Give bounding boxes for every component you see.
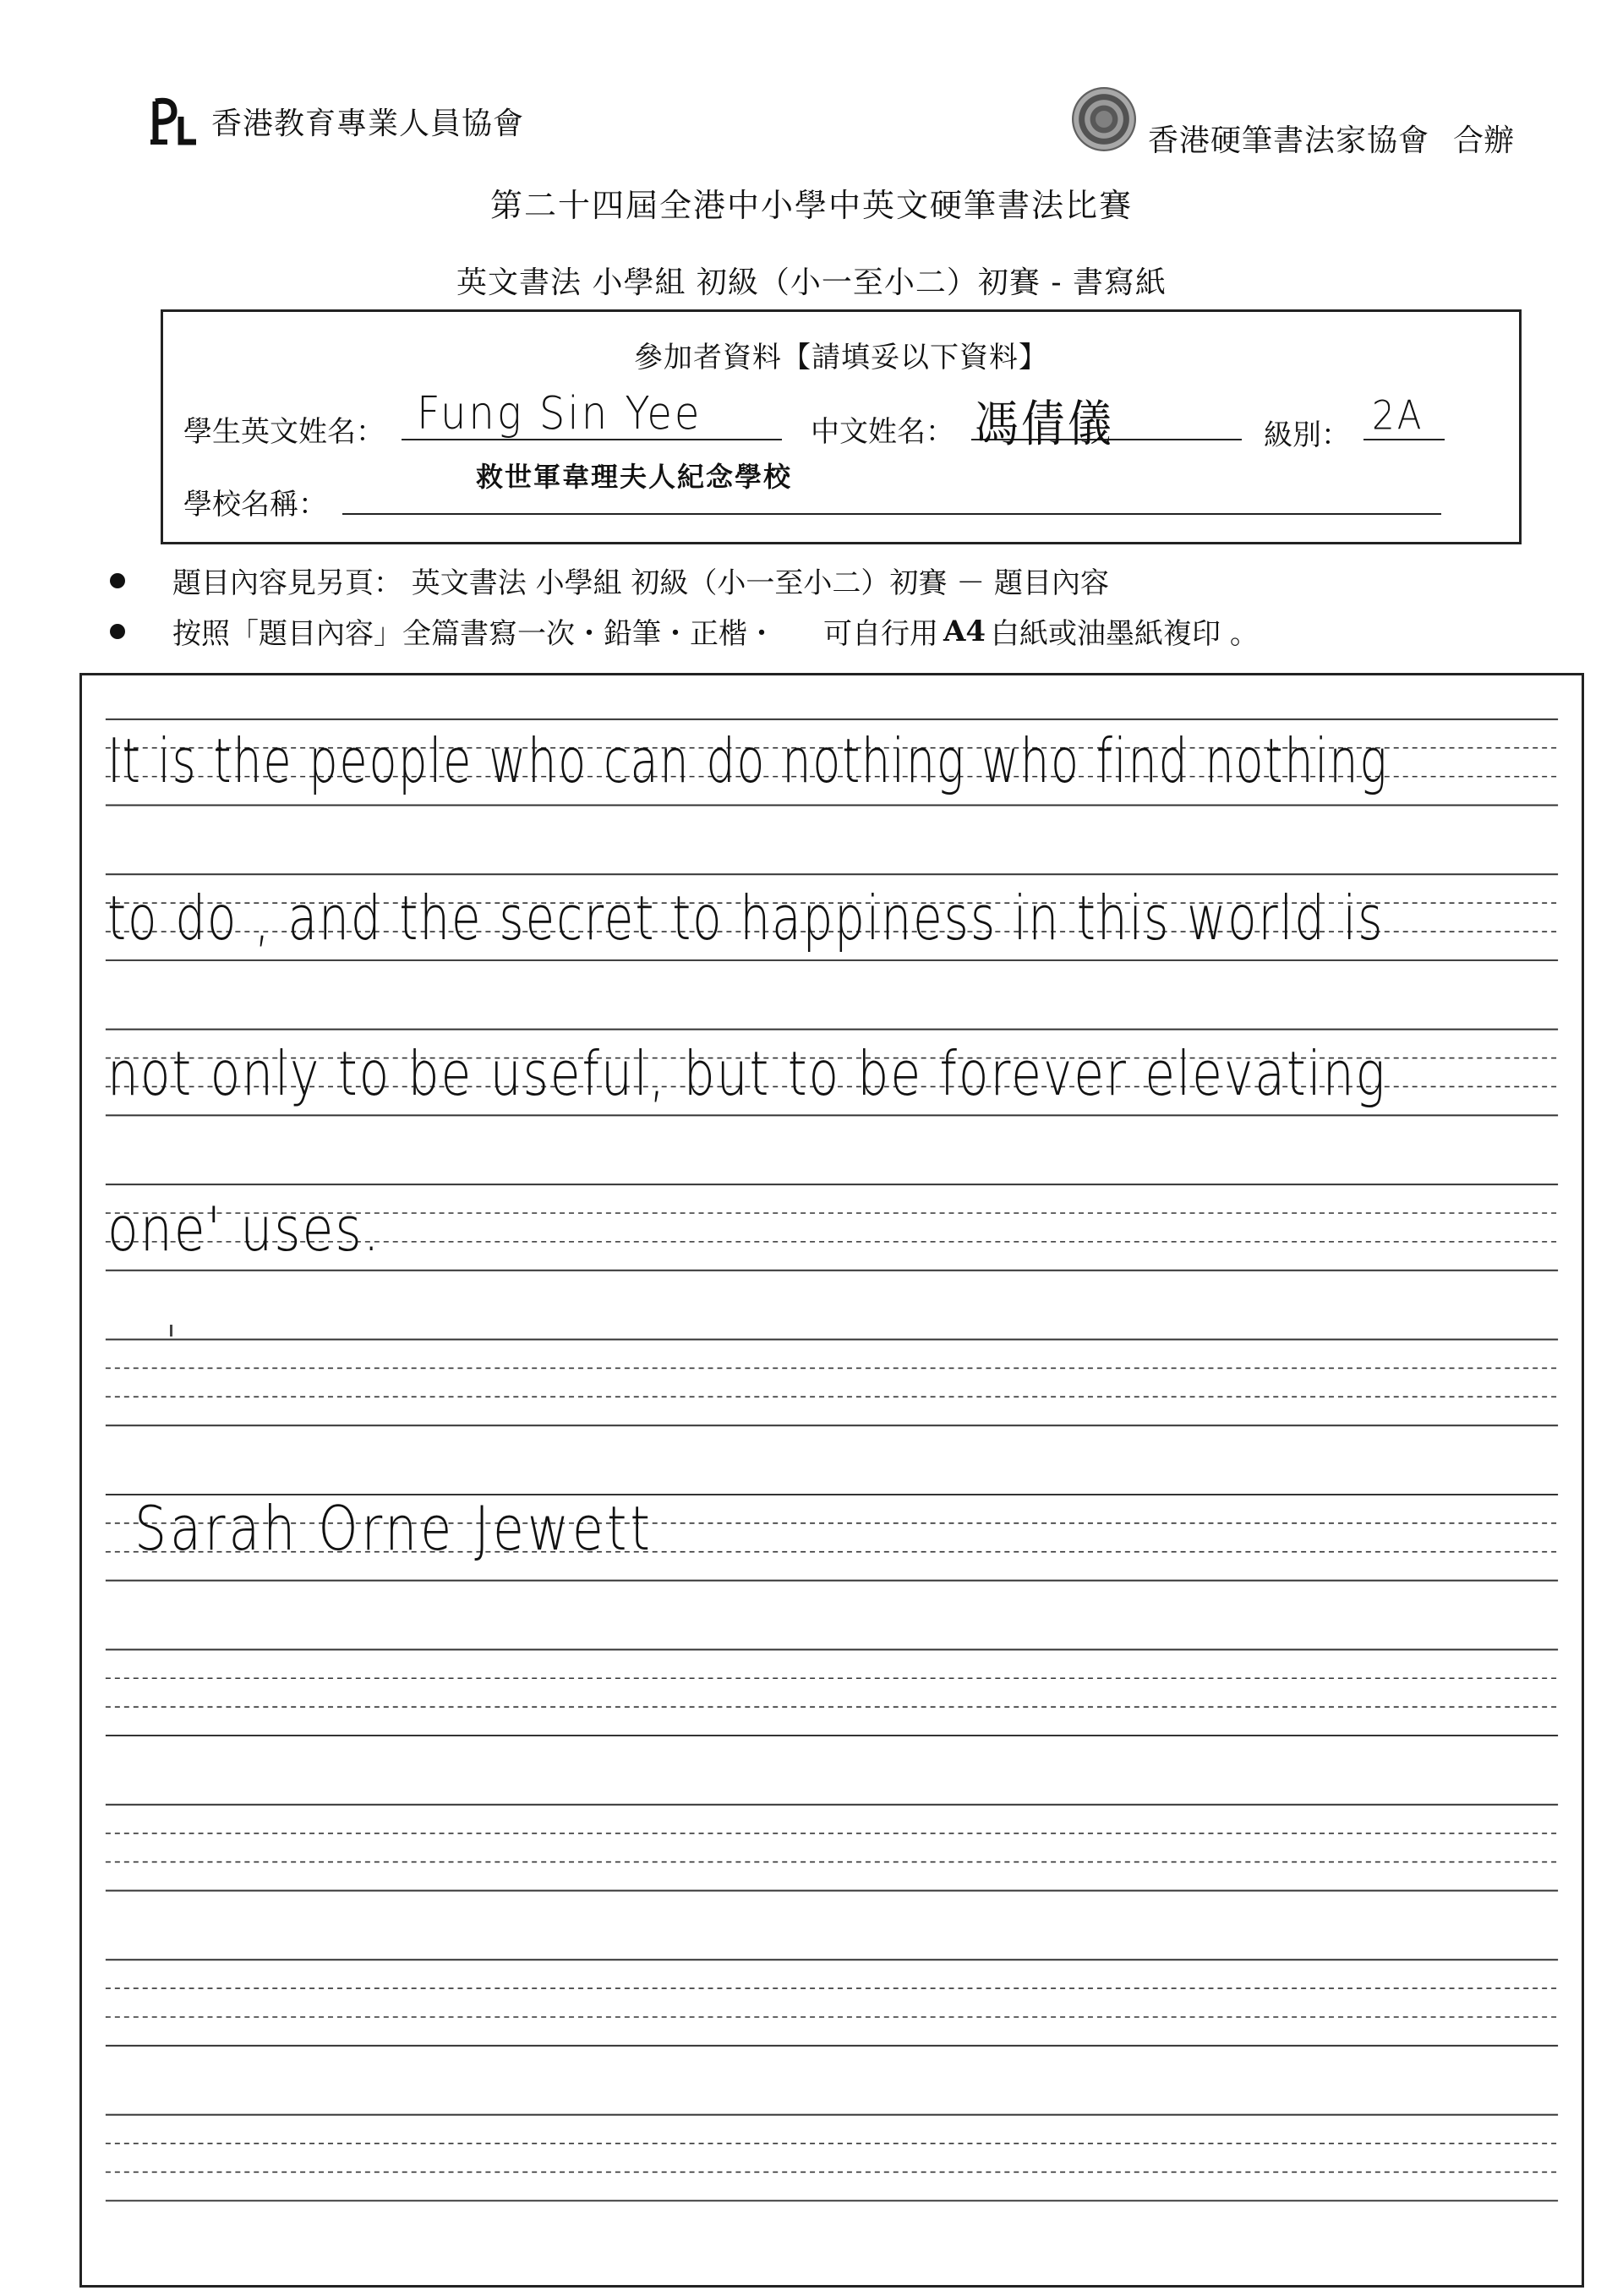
hkptu-logo-icon <box>149 93 198 149</box>
writing-sheet <box>79 673 1584 2288</box>
school-name-stamp: 救世軍韋理夫人紀念學校 <box>476 461 793 493</box>
handwriting-line: to do , and the secret to happiness in this world is <box>107 883 1385 954</box>
org-left-name: 香港教育專業人員協會 <box>211 106 525 141</box>
instruction-text: 按照「題目內容」全篇書寫一次・鉛筆・正楷・ <box>172 617 776 651</box>
school-underline <box>342 513 1441 515</box>
competition-title: 第二十四屆全港中小學中英文硬筆書法比賽 <box>489 187 1133 224</box>
stray-pencil-mark <box>170 1325 172 1337</box>
sheet-subtitle: 英文書法 小學組 初級（小一至小二）初賽 - 書寫紙 <box>456 265 1167 300</box>
instruction-text: 可自行用 <box>823 617 938 651</box>
chinese-name-value: 馮倩儀 <box>975 396 1115 454</box>
chinese-name-label: 中文姓名： <box>811 415 954 449</box>
instruction-paper-size: A4 <box>943 614 986 648</box>
class-label: 級別： <box>1264 418 1350 452</box>
bullet-icon <box>110 573 125 588</box>
instruction-text: 白紙或油墨紙複印 。 <box>991 617 1259 651</box>
handwriting-line: not only to be useful, but to be forever elevating <box>107 1039 1387 1110</box>
english-name-label: 學生英文姓名： <box>183 415 385 449</box>
org-left <box>149 93 524 149</box>
school-label: 學校名稱： <box>183 488 327 522</box>
participant-info-heading: 參加者資料【請填妥以下資料】 <box>634 341 1048 374</box>
class-underline <box>1363 439 1445 440</box>
instruction-item <box>110 610 1259 652</box>
handwriting-line: one' uses. <box>107 1194 381 1266</box>
bullet-icon <box>110 624 125 639</box>
calligraphy-association-seal-icon <box>1072 87 1136 151</box>
handwriting-line: Sarah Orne Jewett <box>134 1494 653 1565</box>
org-right <box>1072 78 1514 160</box>
english-name-value: Fung Sin Yee <box>417 386 702 440</box>
instruction-item <box>110 560 1109 601</box>
class-value: 2A <box>1372 392 1424 439</box>
instruction-text: 題目內容見另頁： 英文書法 小學組 初級（小一至小二）初賽 － 題目內容 <box>172 566 1110 600</box>
org-right-name: 香港硬筆書法家協會 <box>1148 123 1430 158</box>
handwriting-line: It is the people who can do nothing who find nothing <box>107 726 1389 797</box>
co-host-label: 合辦 <box>1453 123 1515 158</box>
participant-info-box <box>161 309 1522 544</box>
